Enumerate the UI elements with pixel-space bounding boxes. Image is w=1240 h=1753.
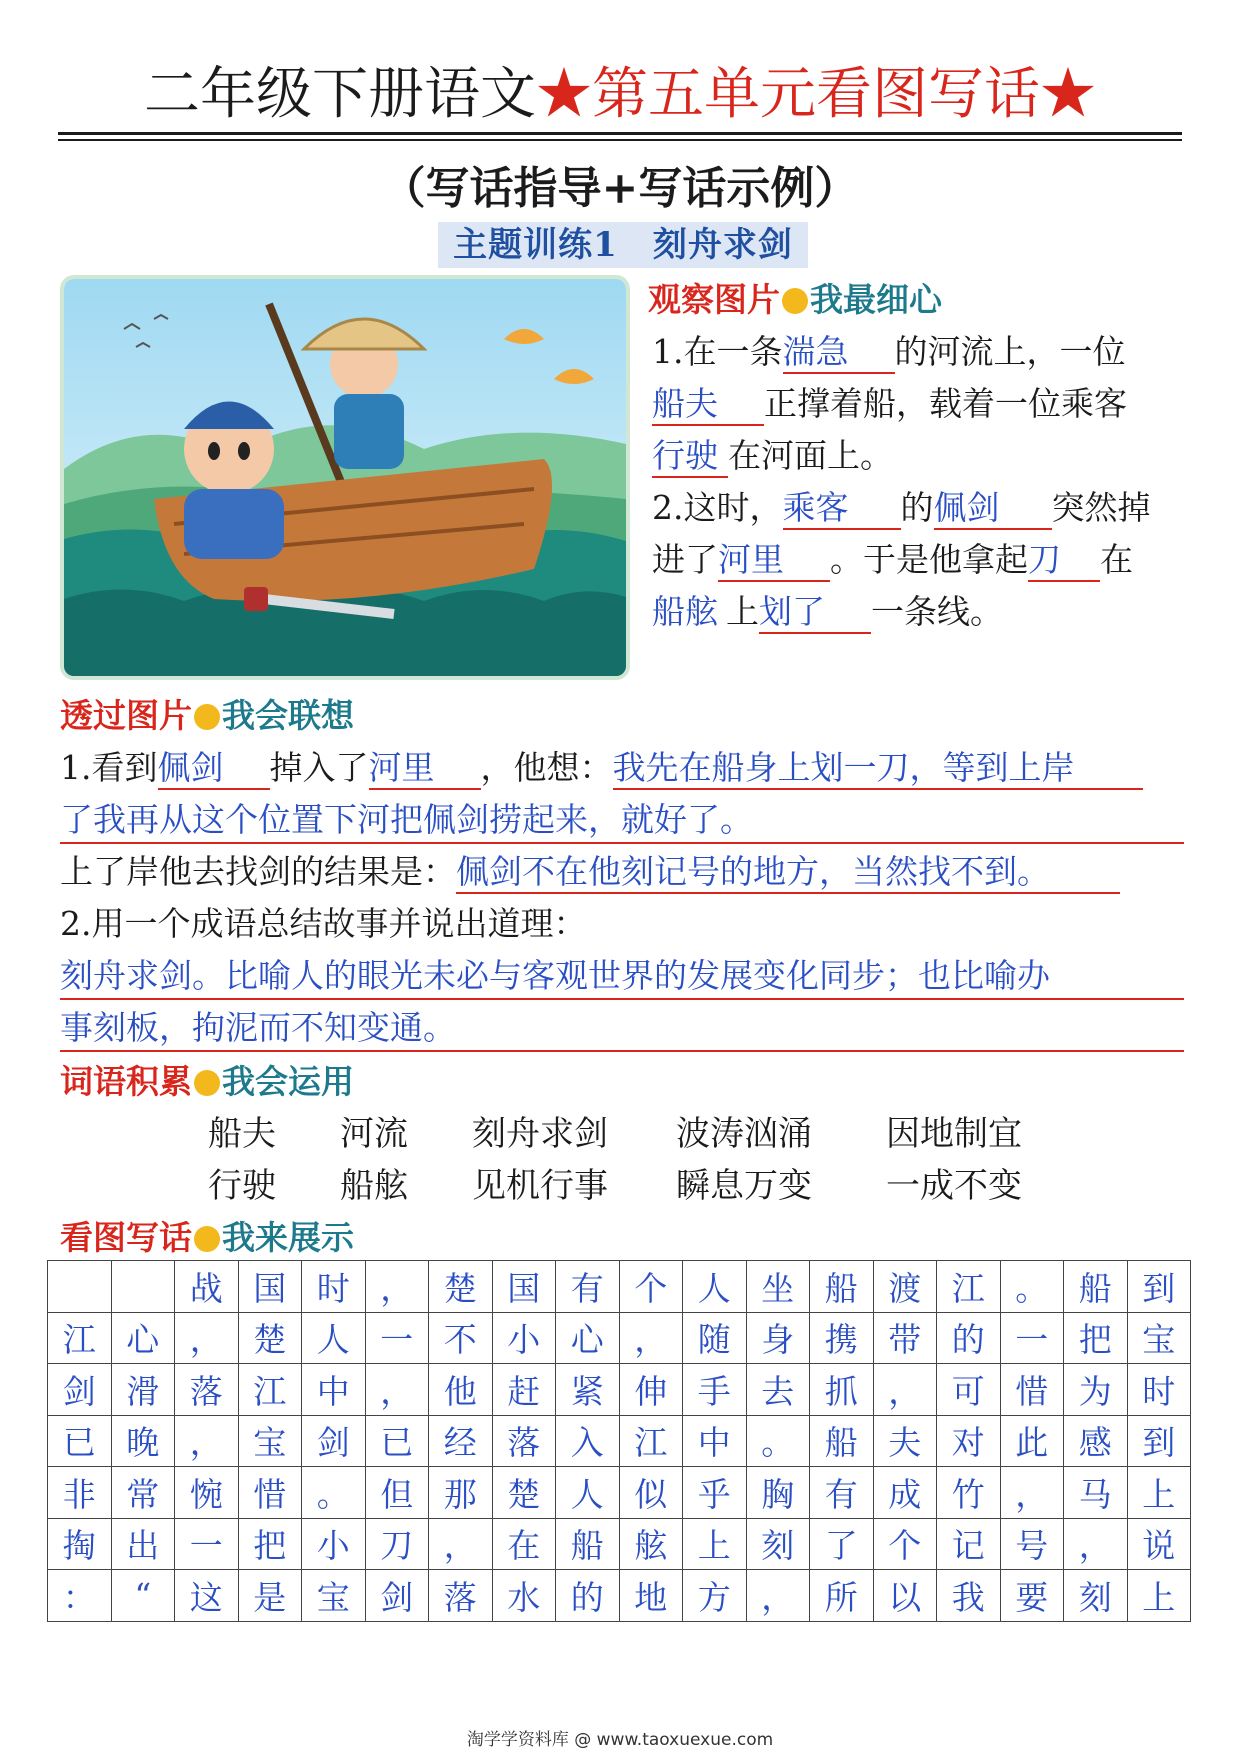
grid-cell: 一 — [175, 1518, 239, 1570]
grid-cell: 人 — [556, 1467, 620, 1519]
grid-cell: 刻 — [1064, 1570, 1128, 1622]
imagine-line-5: 刻舟求剑。比喻人的眼光未必与客观世界的发展变化同步；也比喻办 — [60, 954, 1184, 1000]
grid-cell: 似 — [619, 1467, 683, 1519]
grid-cell: 落 — [429, 1570, 493, 1622]
grid-cell: 已 — [365, 1415, 429, 1467]
grid-cell: 把 — [238, 1518, 302, 1570]
grid-cell: 以 — [873, 1570, 937, 1622]
grid-cell: 楚 — [238, 1312, 302, 1364]
grid-cell: 胸 — [746, 1467, 810, 1519]
grid-cell: 把 — [1064, 1312, 1128, 1364]
grid-cell: 国 — [492, 1261, 556, 1313]
grid-cell: 成 — [873, 1467, 937, 1519]
grid-cell: 但 — [365, 1467, 429, 1519]
answer-blank: 佩剑 — [934, 488, 1052, 530]
grid-cell: 惋 — [175, 1467, 239, 1519]
grid-cell: ， — [619, 1312, 683, 1364]
grid-cell: 人 — [302, 1312, 366, 1364]
grid-cell: 惜 — [1000, 1364, 1064, 1416]
grid-cell: 宝 — [238, 1415, 302, 1467]
grid-cell: 带 — [873, 1312, 937, 1364]
grid-cell: 国 — [238, 1261, 302, 1313]
grid-cell: 手 — [683, 1364, 747, 1416]
grid-cell: 有 — [556, 1261, 620, 1313]
grid-cell: 一 — [365, 1312, 429, 1364]
grid-cell: 剑 — [365, 1570, 429, 1622]
answer-blank: 佩剑 — [158, 748, 270, 790]
observe-line-6: 船舷 上划了 一条线。 — [652, 590, 1003, 634]
grid-cell: “ — [111, 1570, 175, 1622]
grid-cell: 乎 — [683, 1467, 747, 1519]
title-rule-top — [58, 132, 1182, 135]
vocab-word: 河流 — [340, 1114, 408, 1154]
grid-cell: 惜 — [238, 1467, 302, 1519]
observe-line-1: 1.在一条湍急 的河流上，一位 — [652, 330, 1126, 374]
grid-cell: 船 — [1064, 1261, 1128, 1313]
grid-cell: 时 — [1127, 1364, 1191, 1416]
vocab-word: 瞬息万变 — [676, 1166, 812, 1206]
vocab-word: 见机行事 — [472, 1166, 608, 1206]
grid-cell: 有 — [810, 1467, 874, 1519]
grid-cell: 伸 — [619, 1364, 683, 1416]
grid-cell: 那 — [429, 1467, 493, 1519]
grid-cell: 剑 — [302, 1415, 366, 1467]
story-illustration — [60, 275, 630, 680]
grid-cell: 说 — [1127, 1518, 1191, 1570]
imagine-line-1: 1.看到佩剑 掉入了河里 ，他想：我先在船身上划一刀，等到上岸 — [60, 746, 1184, 790]
grid-cell: 携 — [810, 1312, 874, 1364]
imagine-line-6: 事刻板，拘泥而不知变通。 — [60, 1006, 1184, 1052]
grid-cell: 战 — [175, 1261, 239, 1313]
grid-cell: 舷 — [619, 1518, 683, 1570]
grid-cell: 要 — [1000, 1570, 1064, 1622]
grid-cell: 中 — [683, 1415, 747, 1467]
grid-cell: 感 — [1064, 1415, 1128, 1467]
grid-cell: 掏 — [48, 1518, 112, 1570]
grid-row — [48, 1312, 1191, 1364]
grid-cell: 此 — [1000, 1415, 1064, 1467]
answer-blank: 佩剑不在他刻记号的地方，当然找不到。 — [456, 852, 1120, 894]
grid-row — [48, 1570, 1191, 1622]
grid-cell: 在 — [492, 1518, 556, 1570]
grid-cell: 。 — [1000, 1261, 1064, 1313]
grid-cell — [48, 1261, 112, 1313]
grid-cell: 方 — [683, 1570, 747, 1622]
writing-grid — [47, 1260, 1191, 1622]
grid-cell: 。 — [746, 1415, 810, 1467]
imagine-line-3: 上了岸他去找剑的结果是：佩剑不在他刻记号的地方，当然找不到。 — [60, 850, 1184, 894]
vocab-word: 船舷 — [340, 1166, 408, 1206]
answer-blank: 划了 — [759, 592, 871, 634]
boat-scene-image — [64, 279, 626, 676]
grid-cell: 楚 — [492, 1467, 556, 1519]
grid-cell: 紧 — [556, 1364, 620, 1416]
grid-cell: 地 — [619, 1570, 683, 1622]
grid-cell: ， — [873, 1364, 937, 1416]
grid-cell: 一 — [1000, 1312, 1064, 1364]
grid-cell: 的 — [937, 1312, 1001, 1364]
grid-cell: 江 — [619, 1415, 683, 1467]
grid-cell: ， — [175, 1415, 239, 1467]
title-rule-bottom — [58, 139, 1182, 141]
grid-cell: 他 — [429, 1364, 493, 1416]
bullet-dot-icon — [194, 1226, 220, 1252]
grid-cell: 抓 — [810, 1364, 874, 1416]
grid-cell: 江 — [48, 1312, 112, 1364]
subtitle: （写话指导+写话示例） — [381, 163, 859, 214]
grid-cell: 刻 — [746, 1518, 810, 1570]
grid-cell: 剑 — [48, 1364, 112, 1416]
grid-cell: 身 — [746, 1312, 810, 1364]
grid-row — [48, 1364, 1191, 1416]
grid-cell: 竹 — [937, 1467, 1001, 1519]
grid-cell: 号 — [1000, 1518, 1064, 1570]
grid-cell: 个 — [619, 1261, 683, 1313]
grid-cell: 我 — [937, 1570, 1001, 1622]
grid-cell: ： — [48, 1570, 112, 1622]
grid-cell: 船 — [810, 1261, 874, 1313]
grid-cell: 心 — [556, 1312, 620, 1364]
grid-cell: 船 — [556, 1518, 620, 1570]
grid-cell: 上 — [1127, 1570, 1191, 1622]
observe-line-4: 2.这时，乘客 的佩剑 突然掉 — [652, 486, 1151, 530]
grid-cell: 宝 — [1127, 1312, 1191, 1364]
grid-cell: 出 — [111, 1518, 175, 1570]
grid-cell: ， — [365, 1364, 429, 1416]
grid-cell: 非 — [48, 1467, 112, 1519]
answer-blank: 河里 — [369, 748, 481, 790]
grid-cell: ， — [365, 1261, 429, 1313]
observe-line-2: 船夫 正撑着船，载着一位乘客 — [652, 382, 1127, 426]
grid-cell: 小 — [302, 1518, 366, 1570]
grid-cell: 落 — [175, 1364, 239, 1416]
section-vocab-heading: 词语积累 我会运用 — [60, 1062, 354, 1101]
title-grade: 二年级下册语文 — [144, 62, 536, 127]
imagine-line-2: 了我再从这个位置下河把佩剑捞起来，就好了。 — [60, 798, 1184, 844]
vocab-word: 因地制宜 — [886, 1114, 1022, 1154]
star-icon: ★ — [1040, 62, 1096, 127]
grid-row — [48, 1518, 1191, 1570]
section-imagine-heading: 透过图片 我会联想 — [60, 696, 354, 735]
grid-cell: 宝 — [302, 1570, 366, 1622]
grid-cell: 江 — [937, 1261, 1001, 1313]
grid-cell: 可 — [937, 1364, 1001, 1416]
observe-line-5: 进了河里 。于是他拿起刀 在 — [652, 538, 1133, 582]
grid-cell: 随 — [683, 1312, 747, 1364]
page-title — [0, 60, 1240, 130]
bullet-dot-icon — [194, 1070, 220, 1096]
grid-cell: 时 — [302, 1261, 366, 1313]
vocab-word: 波涛汹涌 — [676, 1114, 812, 1154]
grid-cell: 入 — [556, 1415, 620, 1467]
grid-cell: 楚 — [429, 1261, 493, 1313]
grid-cell: ， — [175, 1312, 239, 1364]
grid-cell: 已 — [48, 1415, 112, 1467]
grid-cell: 常 — [111, 1467, 175, 1519]
grid-cell: 上 — [1127, 1467, 1191, 1519]
grid-cell: ， — [746, 1570, 810, 1622]
grid-cell — [111, 1261, 175, 1313]
grid-cell: 上 — [683, 1518, 747, 1570]
answer-blank: 河里 — [718, 540, 830, 582]
grid-cell: 夫 — [873, 1415, 937, 1467]
grid-cell: 马 — [1064, 1467, 1128, 1519]
grid-cell: 落 — [492, 1415, 556, 1467]
grid-cell: 的 — [556, 1570, 620, 1622]
section-writing-heading: 看图写话 我来展示 — [60, 1218, 354, 1257]
grid-cell: 水 — [492, 1570, 556, 1622]
grid-cell: 为 — [1064, 1364, 1128, 1416]
grid-cell: 经 — [429, 1415, 493, 1467]
grid-cell: 到 — [1127, 1261, 1191, 1313]
vocab-word: 船夫 — [208, 1114, 276, 1154]
imagine-line-4: 2.用一个成语总结故事并说出道理： — [60, 904, 587, 943]
grid-cell: 船 — [810, 1415, 874, 1467]
grid-row — [48, 1261, 1191, 1313]
grid-cell: 赶 — [492, 1364, 556, 1416]
answer-blank: 行驶 — [652, 436, 728, 478]
grid-cell: 。 — [302, 1467, 366, 1519]
grid-cell: ， — [1000, 1467, 1064, 1519]
theme-label: 主题训练1 刻舟求剑 — [438, 222, 808, 268]
vocab-word: 行驶 — [208, 1166, 276, 1206]
grid-cell: 不 — [429, 1312, 493, 1364]
grid-cell: 人 — [683, 1261, 747, 1313]
title-unit: 第五单元看图写话 — [592, 62, 1040, 127]
grid-cell: 对 — [937, 1415, 1001, 1467]
grid-row — [48, 1467, 1191, 1519]
grid-cell: 这 — [175, 1570, 239, 1622]
grid-cell: 个 — [873, 1518, 937, 1570]
vocab-word: 一成不变 — [886, 1166, 1022, 1206]
grid-row — [48, 1415, 1191, 1467]
grid-cell: 小 — [492, 1312, 556, 1364]
grid-cell: 到 — [1127, 1415, 1191, 1467]
grid-cell: 记 — [937, 1518, 1001, 1570]
grid-cell: 中 — [302, 1364, 366, 1416]
grid-cell: 了 — [810, 1518, 874, 1570]
grid-cell: 晚 — [111, 1415, 175, 1467]
bullet-dot-icon — [194, 704, 220, 730]
bullet-dot-icon — [782, 288, 808, 314]
grid-cell: 江 — [238, 1364, 302, 1416]
answer-blank: 湍急 — [783, 332, 895, 374]
answer-blank: 乘客 — [783, 488, 901, 530]
grid-cell: 刀 — [365, 1518, 429, 1570]
grid-cell: 坐 — [746, 1261, 810, 1313]
grid-cell: ， — [1064, 1518, 1128, 1570]
grid-cell: 心 — [111, 1312, 175, 1364]
footer-watermark: 淘学学资料库 @ www.taoxuexue.com — [466, 1730, 774, 1750]
answer-blank: 我先在船身上划一刀，等到上岸 — [613, 748, 1143, 790]
vocab-word: 刻舟求剑 — [472, 1114, 608, 1154]
answer-blank: 船夫 — [652, 384, 764, 426]
grid-cell: 去 — [746, 1364, 810, 1416]
grid-cell: 是 — [238, 1570, 302, 1622]
section-observe-heading: 观察图片 我最细心 — [648, 280, 942, 319]
star-icon: ★ — [536, 62, 592, 127]
grid-cell: ， — [429, 1518, 493, 1570]
answer-word: 船舷 — [652, 592, 718, 631]
grid-cell: 所 — [810, 1570, 874, 1622]
grid-cell: 滑 — [111, 1364, 175, 1416]
answer-blank: 刀 — [1028, 540, 1100, 582]
grid-cell: 渡 — [873, 1261, 937, 1313]
observe-line-3: 行驶 在河面上。 — [652, 434, 893, 478]
